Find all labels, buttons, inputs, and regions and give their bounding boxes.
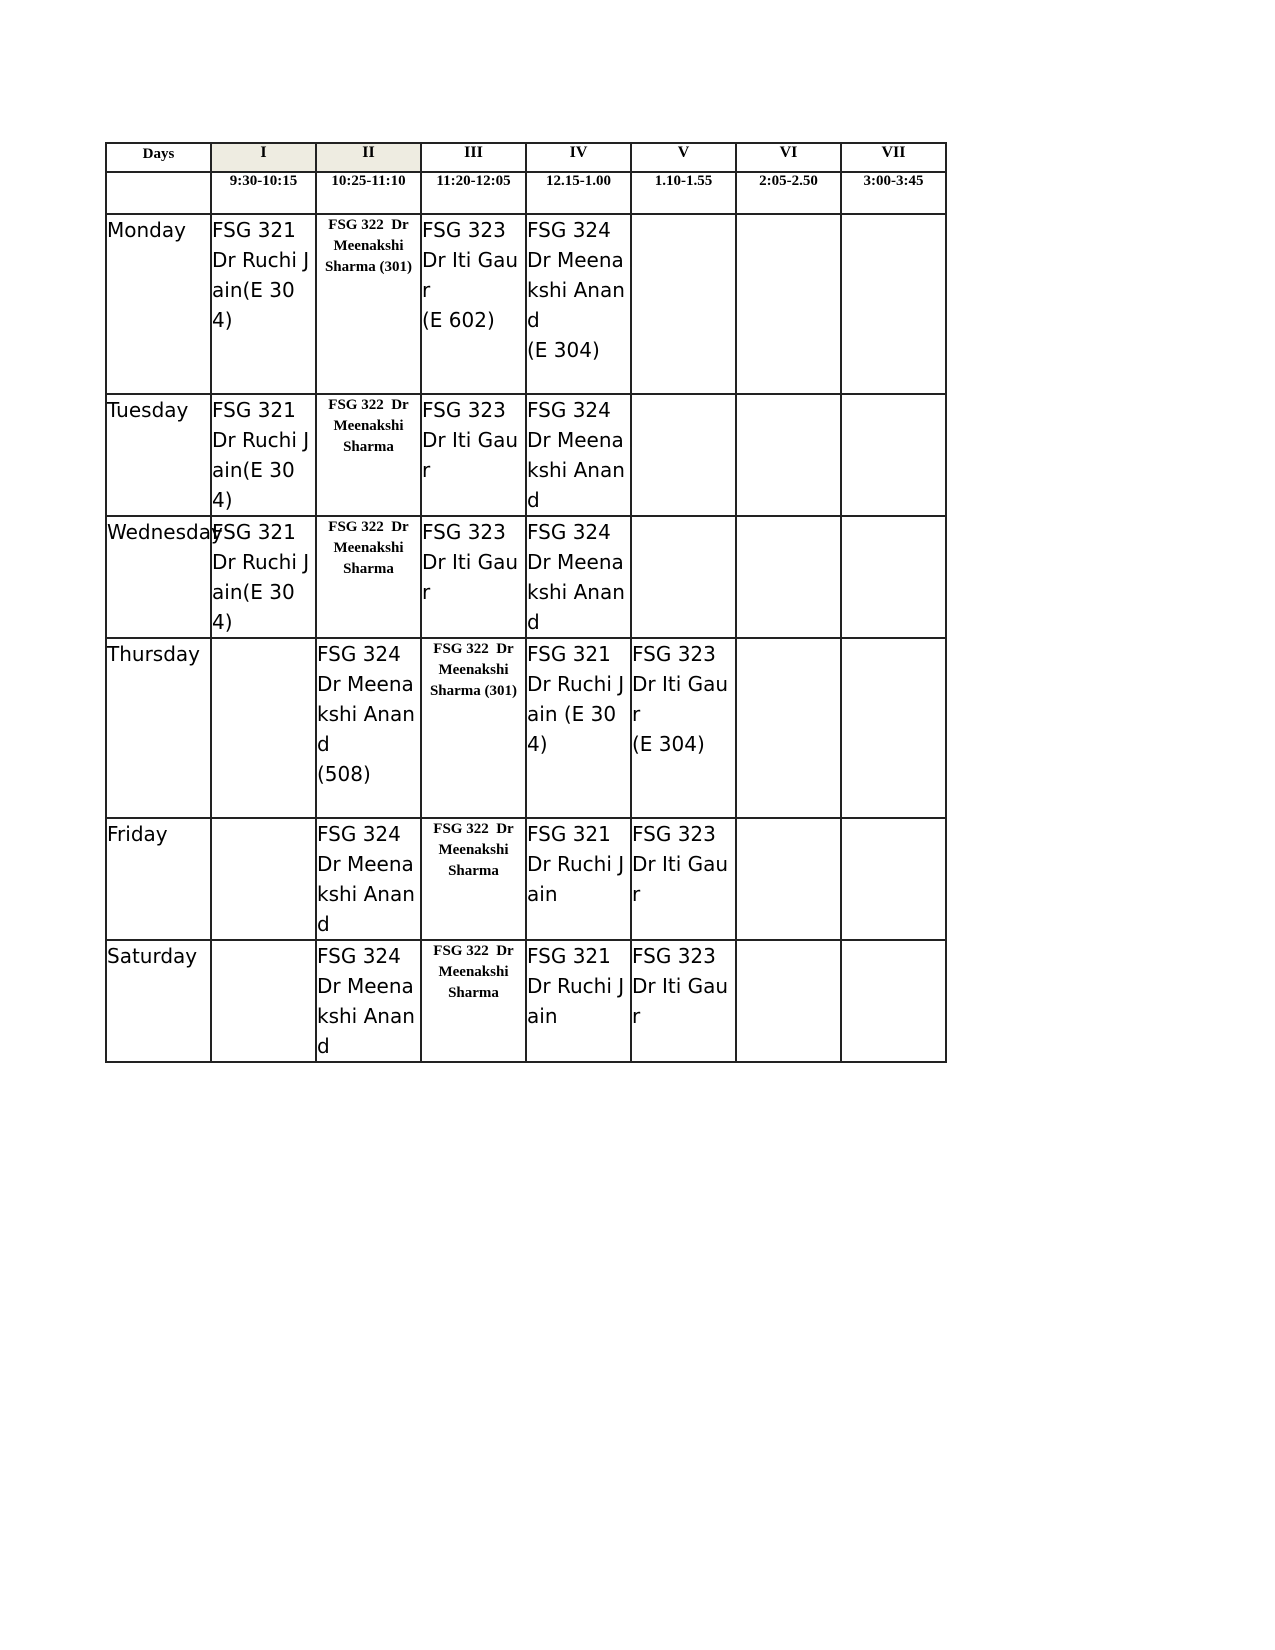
- time-slot: 9:30-10:15: [211, 172, 316, 214]
- class-cell: FSG 321 Dr Ruchi Jain: [526, 818, 631, 940]
- time-slot: 1.10-1.55: [631, 172, 736, 214]
- class-cell: [631, 214, 736, 394]
- table-row: [106, 818, 946, 940]
- class-cell: FSG 322 Dr Meenakshi Sharma: [421, 940, 526, 1062]
- class-cell: FSG 322 Dr Meenakshi Sharma: [316, 394, 421, 516]
- class-cell: FSG 323 Dr Iti Gaur (E 304): [631, 638, 736, 818]
- class-cell: FSG 322 Dr Meenakshi Sharma (301): [316, 214, 421, 394]
- period-header: VII: [841, 143, 946, 172]
- time-slot: 12.15-1.00: [526, 172, 631, 214]
- class-cell: [736, 940, 841, 1062]
- class-cell: [841, 638, 946, 818]
- period-header: III: [421, 143, 526, 172]
- class-cell: [211, 638, 316, 818]
- class-cell: [841, 940, 946, 1062]
- days-header: Days: [106, 143, 211, 172]
- class-cell: FSG 324 Dr Meenakshi Anand: [316, 940, 421, 1062]
- class-cell: [211, 940, 316, 1062]
- class-cell: FSG 321 Dr Ruchi Jain(E 304): [211, 516, 316, 638]
- class-cell: [736, 638, 841, 818]
- day-label: Thursday: [106, 638, 211, 818]
- class-cell: [736, 516, 841, 638]
- class-cell: FSG 324 Dr Meenakshi Anand (E 304): [526, 214, 631, 394]
- time-slot: 11:20-12:05: [421, 172, 526, 214]
- table-row: [106, 638, 946, 818]
- table-row: [106, 214, 946, 394]
- period-header: VI: [736, 143, 841, 172]
- period-header: IV: [526, 143, 631, 172]
- class-cell: FSG 324 Dr Meenakshi Anand: [526, 394, 631, 516]
- class-cell: [736, 818, 841, 940]
- period-header-row: [106, 143, 946, 172]
- class-cell: FSG 321 Dr Ruchi Jain(E 304): [211, 214, 316, 394]
- class-cell: FSG 321 Dr Ruchi Jain (E 304): [526, 638, 631, 818]
- class-cell: FSG 324 Dr Meenakshi Anand: [526, 516, 631, 638]
- period-header: I: [211, 143, 316, 172]
- time-slot: 3:00-3:45: [841, 172, 946, 214]
- class-cell: FSG 322 Dr Meenakshi Sharma: [421, 818, 526, 940]
- period-header: II: [316, 143, 421, 172]
- class-cell: FSG 321 Dr Ruchi Jain(E 304): [211, 394, 316, 516]
- class-cell: FSG 323 Dr Iti Gaur: [631, 940, 736, 1062]
- class-cell: FSG 322 Dr Meenakshi Sharma: [316, 516, 421, 638]
- class-cell: [631, 516, 736, 638]
- period-header: V: [631, 143, 736, 172]
- class-cell: [841, 214, 946, 394]
- class-cell: [736, 214, 841, 394]
- class-cell: FSG 323 Dr Iti Gaur: [421, 516, 526, 638]
- class-cell: FSG 323 Dr Iti Gaur: [421, 394, 526, 516]
- time-header-blank: [106, 172, 211, 214]
- time-slot: 10:25-11:10: [316, 172, 421, 214]
- class-cell: FSG 324 Dr Meenakshi Anand: [316, 818, 421, 940]
- class-cell: FSG 322 Dr Meenakshi Sharma (301): [421, 638, 526, 818]
- class-cell: [631, 394, 736, 516]
- class-cell: FSG 324 Dr Meenakshi Anand (508): [316, 638, 421, 818]
- day-label: Monday: [106, 214, 211, 394]
- day-label: Tuesday: [106, 394, 211, 516]
- day-label: Wednesday: [106, 516, 211, 638]
- day-label: Friday: [106, 818, 211, 940]
- time-header-row: [106, 172, 946, 214]
- class-cell: FSG 323 Dr Iti Gaur: [631, 818, 736, 940]
- class-cell: FSG 323 Dr Iti Gaur (E 602): [421, 214, 526, 394]
- table-row: [106, 394, 946, 516]
- table-row: [106, 940, 946, 1062]
- class-cell: [211, 818, 316, 940]
- class-cell: [841, 516, 946, 638]
- time-slot: 2:05-2.50: [736, 172, 841, 214]
- class-cell: [841, 394, 946, 516]
- class-cell: FSG 321 Dr Ruchi Jain: [526, 940, 631, 1062]
- class-cell: [841, 818, 946, 940]
- class-cell: [736, 394, 841, 516]
- timetable: [105, 142, 947, 1063]
- day-label: Saturday: [106, 940, 211, 1062]
- table-row: [106, 516, 946, 638]
